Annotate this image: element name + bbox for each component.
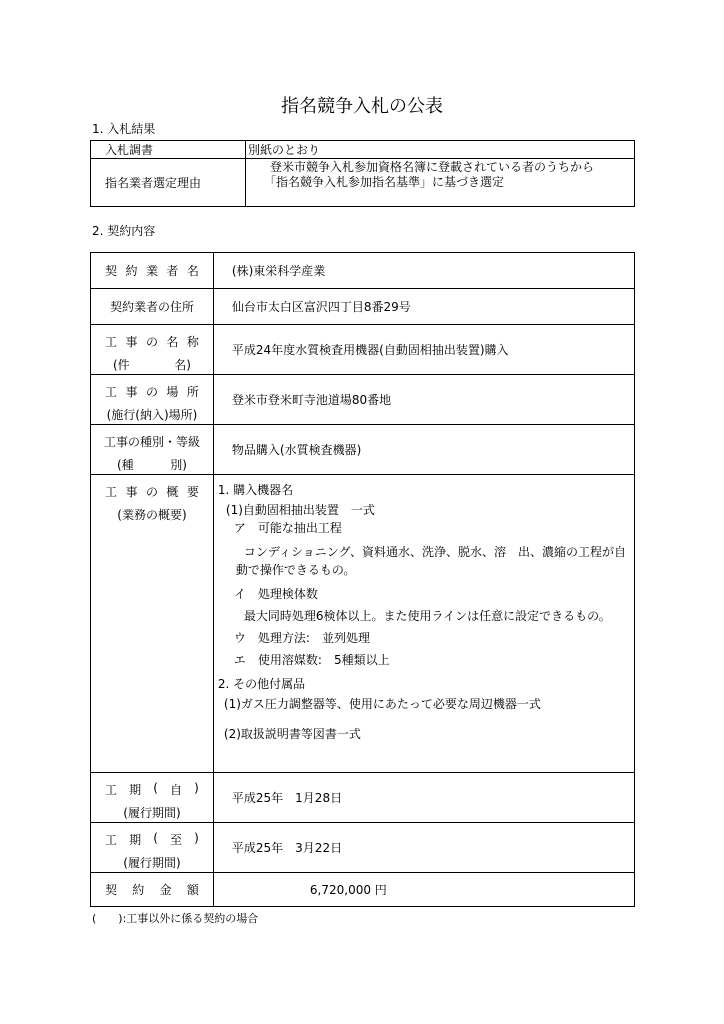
- work-type-value: 物品購入(水質検査機器): [213, 425, 634, 475]
- work-place-label: 工 事 の 場 所 (施行(納入)場所): [91, 375, 214, 425]
- address-label: 契約業者の住所: [91, 289, 214, 325]
- overview-line: (1)ガス圧力調整器等、使用にあたって必要な周辺機器一式: [223, 697, 541, 711]
- amount-value: 6,720,000 円: [213, 873, 634, 907]
- overview-line: ウ 処理方法: 並列処理: [233, 631, 370, 645]
- overview-line: コンディショニング、資料通水、洗浄、脱水、溶 出、濃縮の工程が自: [243, 545, 626, 559]
- contract-table: [90, 252, 635, 907]
- page-title: 指名競争入札の公表: [281, 96, 443, 117]
- selection-reason-label: 指名業者選定理由: [91, 159, 246, 207]
- overview-line: (1)自動固相抽出装置 一式: [225, 503, 375, 517]
- work-name-label: 工 事 の 名 称 (件 名): [91, 325, 214, 375]
- period-to-value: 平成25年 3月22日: [213, 823, 634, 873]
- bid-record-value: 別紙のとおり: [246, 141, 635, 159]
- overview-line: 2. その他付属品: [217, 677, 306, 691]
- period-to-sub: (履行期間): [123, 856, 181, 870]
- table-row: [91, 375, 635, 425]
- work-place-sub: (施行(納入)場所): [106, 408, 198, 422]
- period-to-label: 工 期 ( 至 ) (履行期間): [91, 823, 214, 873]
- overview-label: 工 事 の 概 要 (業務の概要): [91, 475, 214, 773]
- overview-line: イ 処理検体数: [233, 587, 318, 601]
- selection-reason-value: [246, 159, 635, 207]
- overview-line: 最大同時処理6検体以上。また使用ラインは任意に設定できるもの。: [243, 609, 611, 623]
- period-from-label: 工 期 ( 自 ) (履行期間): [91, 773, 214, 823]
- selection-reason-line: 登米市競争入札参加資格名簿に登載されている者のうちから: [270, 160, 595, 174]
- table-row: [91, 823, 635, 873]
- table-row: [91, 475, 635, 773]
- overview-line: ア 可能な抽出工程: [233, 521, 342, 535]
- overview-line: 動で操作できるもの。: [235, 563, 356, 577]
- contractor-value: (株)東栄科学産業: [213, 253, 634, 289]
- overview-line: (2)取扱説明書等図書一式: [223, 727, 361, 741]
- contractor-label: 契 約 業 者 名: [91, 253, 214, 289]
- amount-label: 契 約 金 額: [91, 873, 214, 907]
- period-from-sub: (履行期間): [123, 806, 181, 820]
- overview-line: エ 使用溶媒数: 5種類以上: [233, 653, 390, 667]
- table-row: [91, 773, 635, 823]
- table-row: [91, 425, 635, 475]
- overview-value: [213, 475, 634, 773]
- table-row: [91, 325, 635, 375]
- overview-line: 1. 購入機器名: [217, 483, 294, 497]
- bid-record-label: 入札調書: [91, 141, 246, 159]
- section1-heading: 1. 入札結果: [92, 122, 156, 136]
- table-row: [91, 289, 635, 325]
- table-row: [91, 159, 635, 207]
- period-from-value: 平成25年 1月28日: [213, 773, 634, 823]
- selection-reason-line: 「指名競争入札参加指名基準」に基づき選定: [264, 175, 505, 189]
- section2-heading: 2. 契約内容: [92, 224, 156, 238]
- work-type-label: 工事の種別・等級 (種 別): [91, 425, 214, 475]
- overview-sub: (業務の概要): [117, 508, 187, 522]
- address-value: 仙台市太白区富沢四丁目8番29号: [213, 289, 634, 325]
- table-row: [91, 873, 635, 907]
- table-row: [91, 253, 635, 289]
- work-place-value: 登米市登米町寺池道場80番地: [213, 375, 634, 425]
- table-row: [91, 141, 635, 159]
- footnote: ( ):工事以外に係る契約の場合: [92, 912, 259, 925]
- bid-result-table: [90, 140, 635, 207]
- work-name-value: 平成24年度水質検査用機器(自動固相抽出装置)購入: [213, 325, 634, 375]
- work-type-title: 工事の種別・等級: [103, 435, 200, 449]
